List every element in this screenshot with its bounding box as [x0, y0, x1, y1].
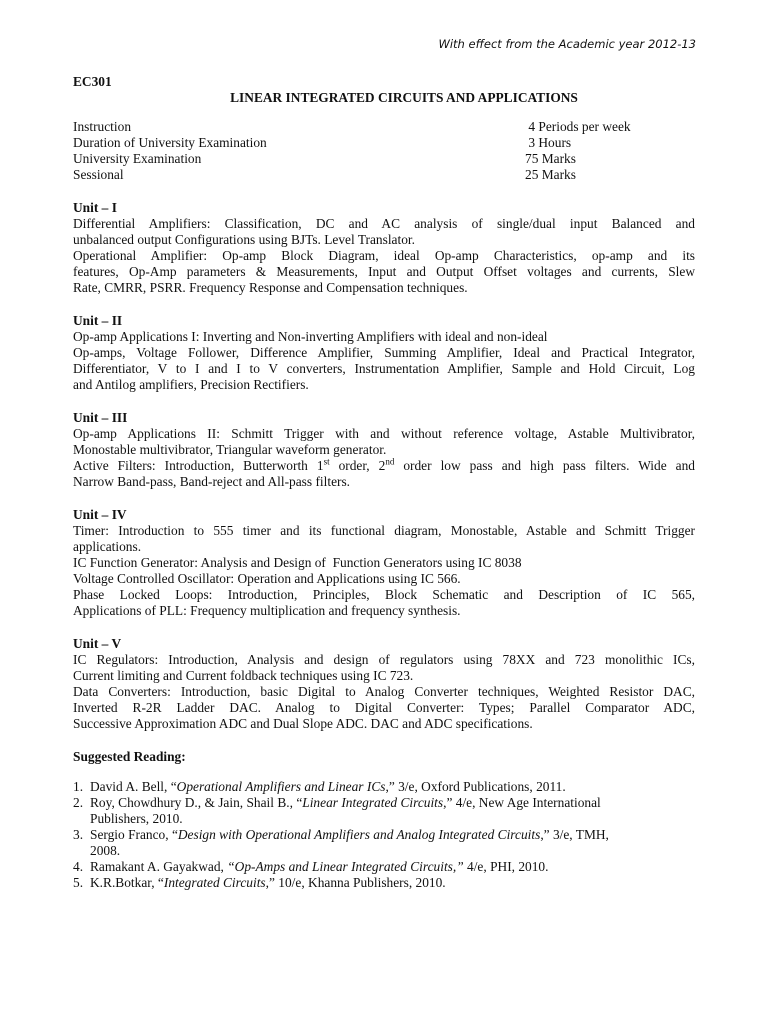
- unit-1-line: Operational Amplifier: Op-amp Block Diagram, ideal Op-amp Characteristics, op-amp and its: [73, 248, 695, 263]
- reference-author: Roy, Chowdhury D., & Jain, Shail B., “: [90, 795, 303, 810]
- unit-3: [73, 410, 695, 490]
- unit-4-line: Applications of PLL: Frequency multiplication and frequency synthesis.: [73, 603, 461, 618]
- reference-item: [73, 779, 695, 795]
- reference-body: [90, 795, 695, 827]
- unit-2-line: Op-amp Applications I: Inverting and Non-inverting Amplifiers with ideal and non-ideal: [73, 329, 548, 344]
- reference-item: [73, 827, 695, 859]
- reference-continuation: Publishers, 2010.: [90, 811, 183, 826]
- unit-3-heading: Unit – III: [73, 410, 128, 425]
- scheme-label-duration: Duration of University Examination: [73, 135, 267, 150]
- reference-item: [73, 859, 695, 875]
- unit-3-text: order low pass and high pass filters. Wide and: [394, 458, 695, 473]
- reference-title: Design with Operational Amplifiers and Analog Integrated Circuits: [177, 827, 541, 842]
- unit-2-heading: Unit – II: [73, 313, 123, 328]
- unit-3-text: order, 2: [329, 458, 386, 473]
- reference-number: 3.: [73, 827, 84, 842]
- unit-2-line: and Antilog amplifiers, Precision Rectifiers.: [73, 377, 309, 392]
- reference-title: “Op-Amps and Linear Integrated Circuits,”: [227, 859, 464, 874]
- course-title: LINEAR INTEGRATED CIRCUITS AND APPLICATIONS: [230, 90, 578, 105]
- unit-1-line: Differential Amplifiers: Classification, DC and AC analysis of single/dual input Balanced and: [73, 216, 695, 231]
- reference-details: 4/e, PHI, 2010.: [463, 859, 549, 874]
- scheme-value-exam: 75 Marks: [525, 151, 576, 166]
- scheme-label-instruction: Instruction: [73, 119, 132, 134]
- reference-details: ,” 4/e, New Age International: [443, 795, 601, 810]
- unit-4-line: applications.: [73, 539, 142, 554]
- scheme-label-exam: University Examination: [73, 151, 202, 166]
- unit-3-line: Monostable multivibrator, Triangular waveform generator.: [73, 442, 387, 457]
- reference-body: [90, 875, 695, 891]
- scheme-table: [73, 119, 695, 183]
- unit-4-line: IC Function Generator: Analysis and Design of Function Generators using IC 8038: [73, 555, 522, 570]
- unit-5: [73, 636, 695, 732]
- reference-title: Operational Amplifiers and Linear ICs: [176, 779, 386, 794]
- unit-3-line: Op-amp Applications II: Schmitt Trigger with and without reference voltage, Astable Multivibrator,: [73, 426, 695, 441]
- reference-number: 5.: [73, 875, 84, 890]
- unit-3-line: Narrow Band-pass, Band-reject and All-pass filters.: [73, 474, 351, 489]
- unit-4-line: Voltage Controlled Oscillator: Operation and Applications using IC 566.: [73, 571, 461, 586]
- reference-item: [73, 795, 695, 827]
- unit-4-line: Phase Locked Loops: Introduction, Principles, Block Schematic and Description of IC 565,: [73, 587, 695, 602]
- reference-author: K.R.Botkar, “: [90, 875, 164, 890]
- reference-continuation: 2008.: [90, 843, 121, 858]
- scheme-value-instruction: 4 Periods per week: [525, 119, 631, 134]
- syllabus-content: [73, 74, 695, 891]
- unit-5-line: IC Regulators: Introduction, Analysis and design of regulators using 78XX and 723 monolithic ICs,: [73, 652, 695, 667]
- reference-number: 1.: [73, 779, 84, 794]
- unit-2: [73, 313, 695, 393]
- reference-item: [73, 875, 695, 891]
- superscript: nd: [385, 456, 395, 467]
- unit-2-line: Op-amps, Voltage Follower, Difference Amplifier, Summing Amplifier, Ideal and Practical Integrator,: [73, 345, 695, 360]
- suggested-reading-heading: Suggested Reading:: [73, 749, 186, 764]
- unit-4-line: Timer: Introduction to 555 timer and its functional diagram, Monostable, Astable and Schmitt Trigger: [73, 523, 695, 538]
- reference-list: [73, 779, 695, 891]
- unit-5-line: Data Converters: Introduction, basic Digital to Analog Converter techniques, Weighted Resistor DAC,: [73, 684, 695, 699]
- course-code: EC301: [73, 74, 112, 89]
- unit-1-line: unbalanced output Configurations using BJTs. Level Translator.: [73, 232, 415, 247]
- scheme-label-sessional: Sessional: [73, 167, 124, 182]
- reference-body: [90, 827, 695, 859]
- reference-author: Ramakant A. Gayakwad,: [90, 859, 228, 874]
- reference-title: Linear Integrated Circuits: [302, 795, 444, 810]
- unit-5-line: Inverted R-2R Ladder DAC. Analog to Digital Converter: Types; Parallel Comparator ADC,: [73, 700, 695, 715]
- reference-body: [90, 779, 695, 795]
- scheme-value-duration: 3 Hours: [525, 135, 572, 150]
- unit-1-line: features, Op-Amp parameters & Measurements, Input and Output Offset voltages and currents, Slew: [73, 264, 695, 279]
- reference-body: [90, 859, 695, 875]
- unit-4: [73, 507, 695, 619]
- reference-details: ,” 10/e, Khanna Publishers, 2010.: [265, 875, 446, 890]
- unit-5-line: Current limiting and Current foldback techniques using IC 723.: [73, 668, 414, 683]
- reference-number: 4.: [73, 859, 84, 874]
- unit-5-heading: Unit – V: [73, 636, 122, 651]
- reference-author: David A. Bell, “: [90, 779, 177, 794]
- effective-year-note: With effect from the Academic year 2012-13: [438, 37, 696, 51]
- reference-details: ,” 3/e, Oxford Publications, 2011.: [385, 779, 566, 794]
- unit-5-line: Successive Approximation ADC and Dual Slope ADC. DAC and ADC specifications.: [73, 716, 533, 731]
- reference-title: Integrated Circuits: [163, 875, 266, 890]
- reference-number: 2.: [73, 795, 84, 810]
- superscript: st: [323, 456, 330, 467]
- unit-1-heading: Unit – I: [73, 200, 117, 215]
- unit-3-line: [73, 458, 695, 474]
- unit-4-heading: Unit – IV: [73, 507, 127, 522]
- scheme-value-sessional: 25 Marks: [525, 167, 576, 182]
- reference-author: Sergio Franco, “: [90, 827, 178, 842]
- unit-1-line: Rate, CMRR, PSRR. Frequency Response and Compensation techniques.: [73, 280, 468, 295]
- reference-details: ,” 3/e, TMH,: [540, 827, 609, 842]
- unit-2-line: Differentiator, V to I and I to V converters, Instrumentation Amplifier, Sample and Hold Circuit, Log: [73, 361, 695, 376]
- unit-1: [73, 200, 695, 296]
- unit-3-text: Active Filters: Introduction, Butterworth 1: [73, 458, 324, 473]
